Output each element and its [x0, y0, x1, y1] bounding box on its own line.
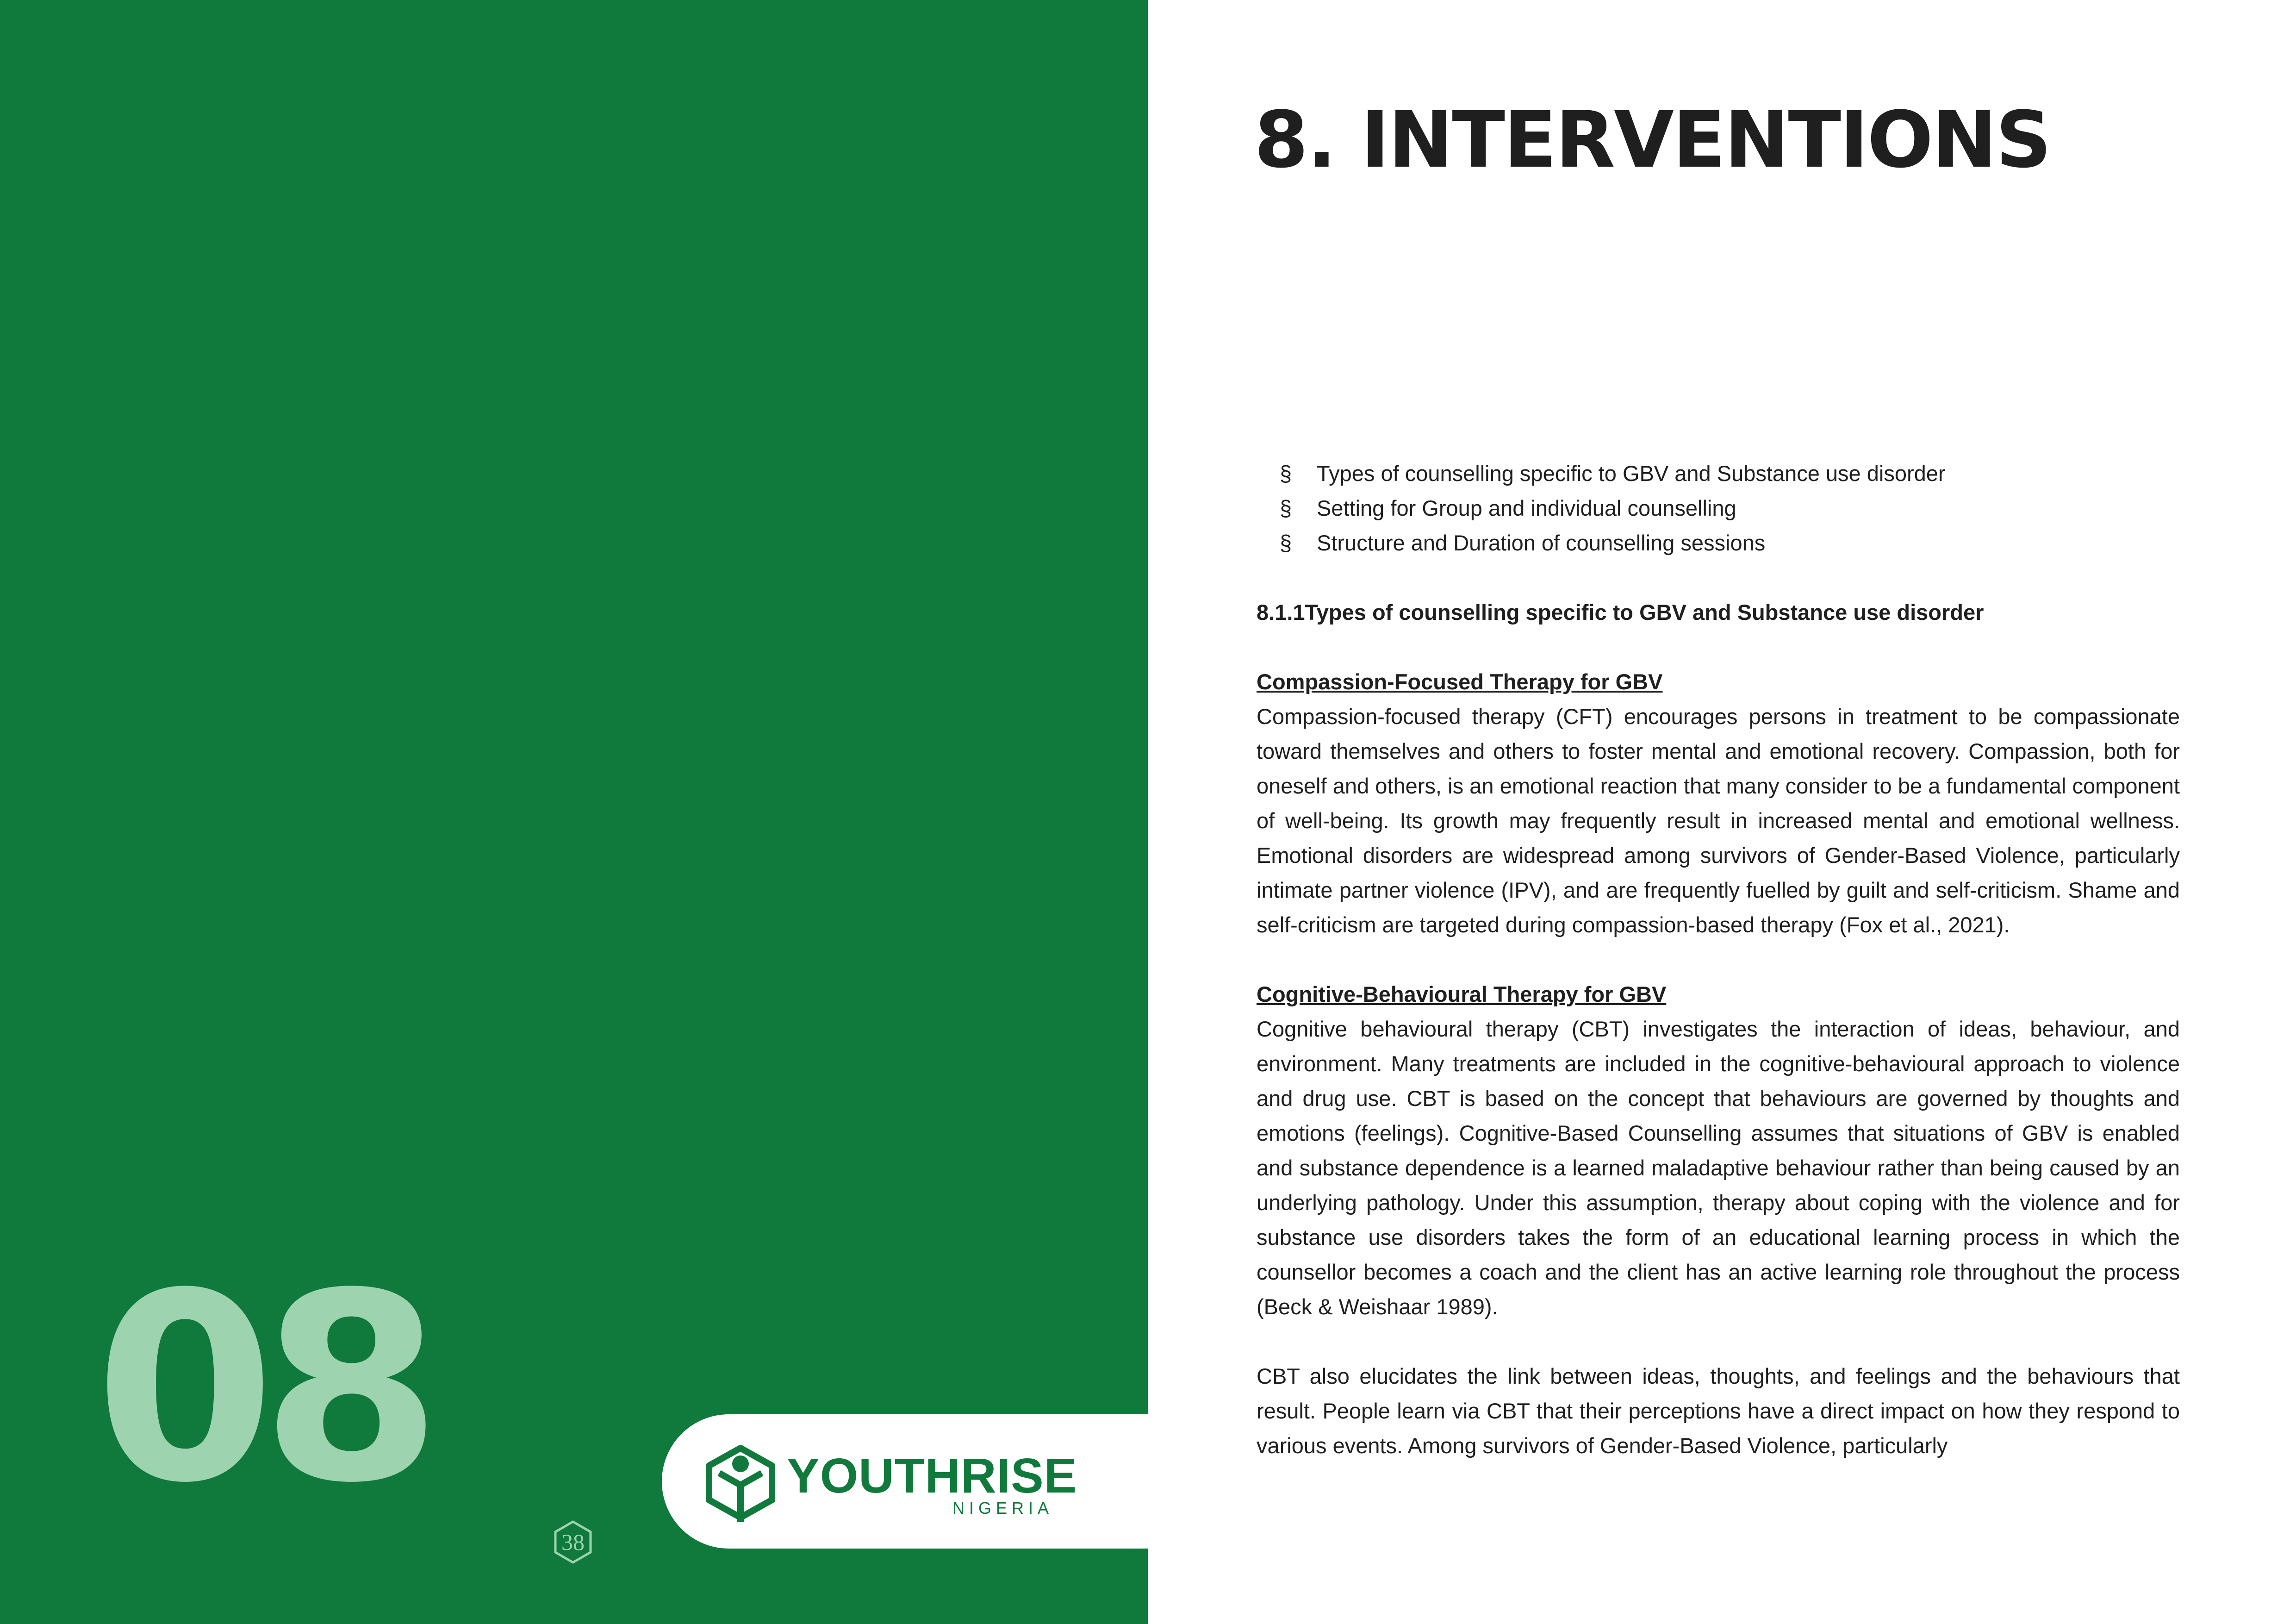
list-item — [1280, 456, 2180, 491]
subsection-heading: 8.1.1Types of counselling specific to GBV and Substance use disorder — [1257, 600, 1984, 625]
cft-heading: Compassion-Focused Therapy for GBV — [1257, 669, 1663, 694]
chapter-title: 8. INTERVENTIONS — [1254, 94, 2050, 185]
right-page — [1148, 0, 2296, 1624]
youthrise-logo-icon — [703, 1444, 778, 1523]
page-number-left — [551, 1520, 595, 1564]
topics-list — [1257, 456, 2180, 560]
cbt-paragraph: Cognitive behavioural therapy (CBT) investigates the interaction of ideas, behaviour, and environment. Many treatments are included in the cognitive-behavioural approach to violence and drug use. CBT is based on the concept that behaviours are governed by thoughts and emotions (feelings). Cognitive-Based Counselling assumes that situations of GBV is enabled and substance dependence is a learned maladaptive behaviour rather than being caused by an underlying pathology. Under this assumption, therapy about coping with the violence and for substance use disorders takes the form of an educational learning process in which the counsellor becomes a coach and the client has an active learning role throughout the process (Beck & Weishaar 1989). — [1257, 1017, 2180, 1319]
list-item-text: Setting for Group and individual counselling — [1317, 496, 1736, 520]
section-sign-icon: § — [1280, 531, 1292, 555]
list-item — [1280, 491, 2180, 525]
logo-name: YOUTHRISE — [787, 1449, 1077, 1503]
section-sign-icon: § — [1280, 496, 1292, 520]
youthrise-logo — [662, 1414, 1148, 1549]
page-number-left-text: 38 — [561, 1529, 585, 1555]
list-item-text: Types of counselling specific to GBV and Substance use disorder — [1317, 461, 1946, 486]
list-item-text: Structure and Duration of counselling sessions — [1317, 531, 1766, 555]
chapter-number: 08 — [95, 1238, 428, 1540]
logo-subtitle: NIGERIA — [952, 1499, 1054, 1518]
cft-paragraph: Compassion-focused therapy (CFT) encourages persons in treatment to be compassionate toward themselves and others to foster mental and emotional recovery. Compassion, both for oneself and others, is an emotional reaction that many consider to be a fundamental component of well-being. Its growth may frequently result in increased mental and emotional wellness. Emotional disorders are widespread among survivors of Gender-Based Violence, particularly intimate partner violence (IPV), and are frequently fuelled by guilt and self-criticism. Shame and self-criticism are targeted during compassion-based therapy (Fox et al., 2021). — [1257, 704, 2180, 937]
list-item — [1280, 525, 2180, 560]
cbt-heading: Cognitive-Behavioural Therapy for GBV — [1257, 982, 1667, 1006]
closing-paragraph: CBT also elucidates the link between ideas, thoughts, and feelings and the behaviours that result. People learn via CBT that their perceptions have a direct impact on how they respond to various events. Among survivors of Gender-Based Violence, particularly — [1257, 1364, 2180, 1458]
section-sign-icon: § — [1280, 461, 1292, 486]
page-content — [1257, 456, 2180, 1463]
